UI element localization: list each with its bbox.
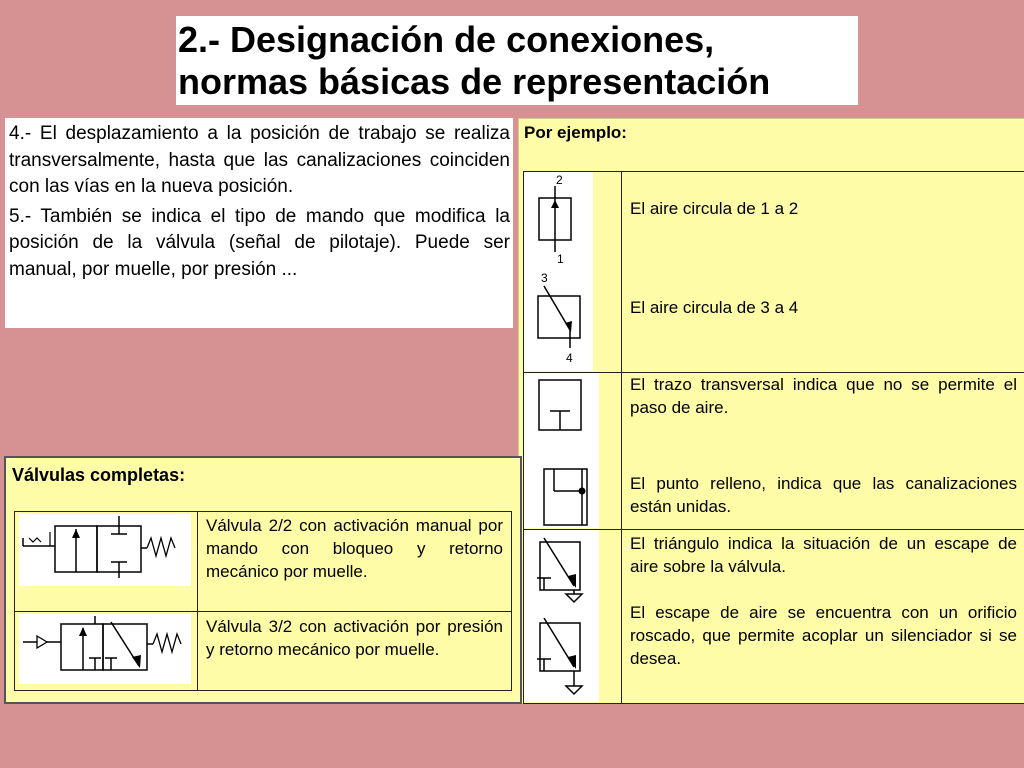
valve-3-2-icon	[15, 612, 197, 690]
description-cell	[198, 512, 511, 611]
title-box	[176, 16, 858, 105]
flow-1-2-text: El aire circula de 1 a 2	[630, 199, 799, 218]
symbol-cell	[524, 373, 622, 529]
examples-heading: Por ejemplo:	[524, 123, 627, 142]
table-row	[524, 172, 1024, 373]
table-row	[15, 512, 511, 612]
symbol-cell	[524, 172, 622, 372]
symbol-cell	[15, 512, 198, 611]
valve-2-2-text: Válvula 2/2 con activación manual por mando con bloqueo y retorno mecánico por muelle.	[206, 516, 503, 581]
port-label-2: 2	[556, 173, 563, 187]
page-title-line-2: normas básicas de representación	[178, 61, 771, 102]
description-cell	[622, 172, 1024, 372]
valve-3-2-text: Válvula 3/2 con activación por presión y retorno mecánico por muelle.	[206, 617, 503, 659]
port-label-4: 4	[566, 351, 573, 365]
table-row	[15, 612, 511, 690]
description-cell	[622, 530, 1024, 703]
paragraph-5: 5.- También se indica el tipo de mando que modifica la posición de la válvula (señal de pilotaje). Puede ser manual, por muelle, por presión ...	[9, 205, 510, 280]
table-row	[524, 530, 1024, 703]
description-cell	[198, 612, 511, 690]
port-label-1: 1	[557, 252, 564, 266]
table-row	[524, 373, 1024, 530]
paragraph-4: 4.- El desplazamiento a la posición de trabajo se realiza transversalmente, hasta que las canalizaciones coinciden con las vías en la nueva posición.	[9, 123, 510, 197]
valve-2-2-icon	[15, 512, 197, 611]
examples-table	[523, 171, 1024, 704]
port-label-3: 3	[541, 271, 548, 285]
complete-valves-panel	[4, 456, 522, 704]
complete-valves-heading: Válvulas completas:	[12, 465, 186, 485]
symbol-cell	[15, 612, 198, 690]
connected-text: El punto relleno, indica que las canalizaciones están unidas.	[630, 474, 1017, 516]
flow-symbols-icon	[524, 172, 621, 372]
blocked-connected-icon	[524, 373, 621, 529]
complete-valves-table	[14, 511, 512, 691]
symbol-cell	[524, 530, 622, 703]
flow-3-4-text: El aire circula de 3 a 4	[630, 298, 799, 317]
description-cell	[622, 373, 1024, 529]
exhaust-text: El triángulo indica la situación de un escape de aire sobre la válvula.	[630, 534, 1017, 576]
threaded-exhaust-text: El escape de aire se encuentra con un orificio roscado, que permite acoplar un silenciador si se desea.	[630, 603, 1017, 668]
blocked-text: El trazo transversal indica que no se permite el paso de aire.	[630, 375, 1017, 417]
intro-text-box	[5, 118, 513, 328]
page-title-line-1: 2.- Designación de conexiones,	[178, 19, 715, 60]
exhaust-symbols-icon	[524, 530, 621, 703]
examples-panel	[518, 118, 1024, 704]
